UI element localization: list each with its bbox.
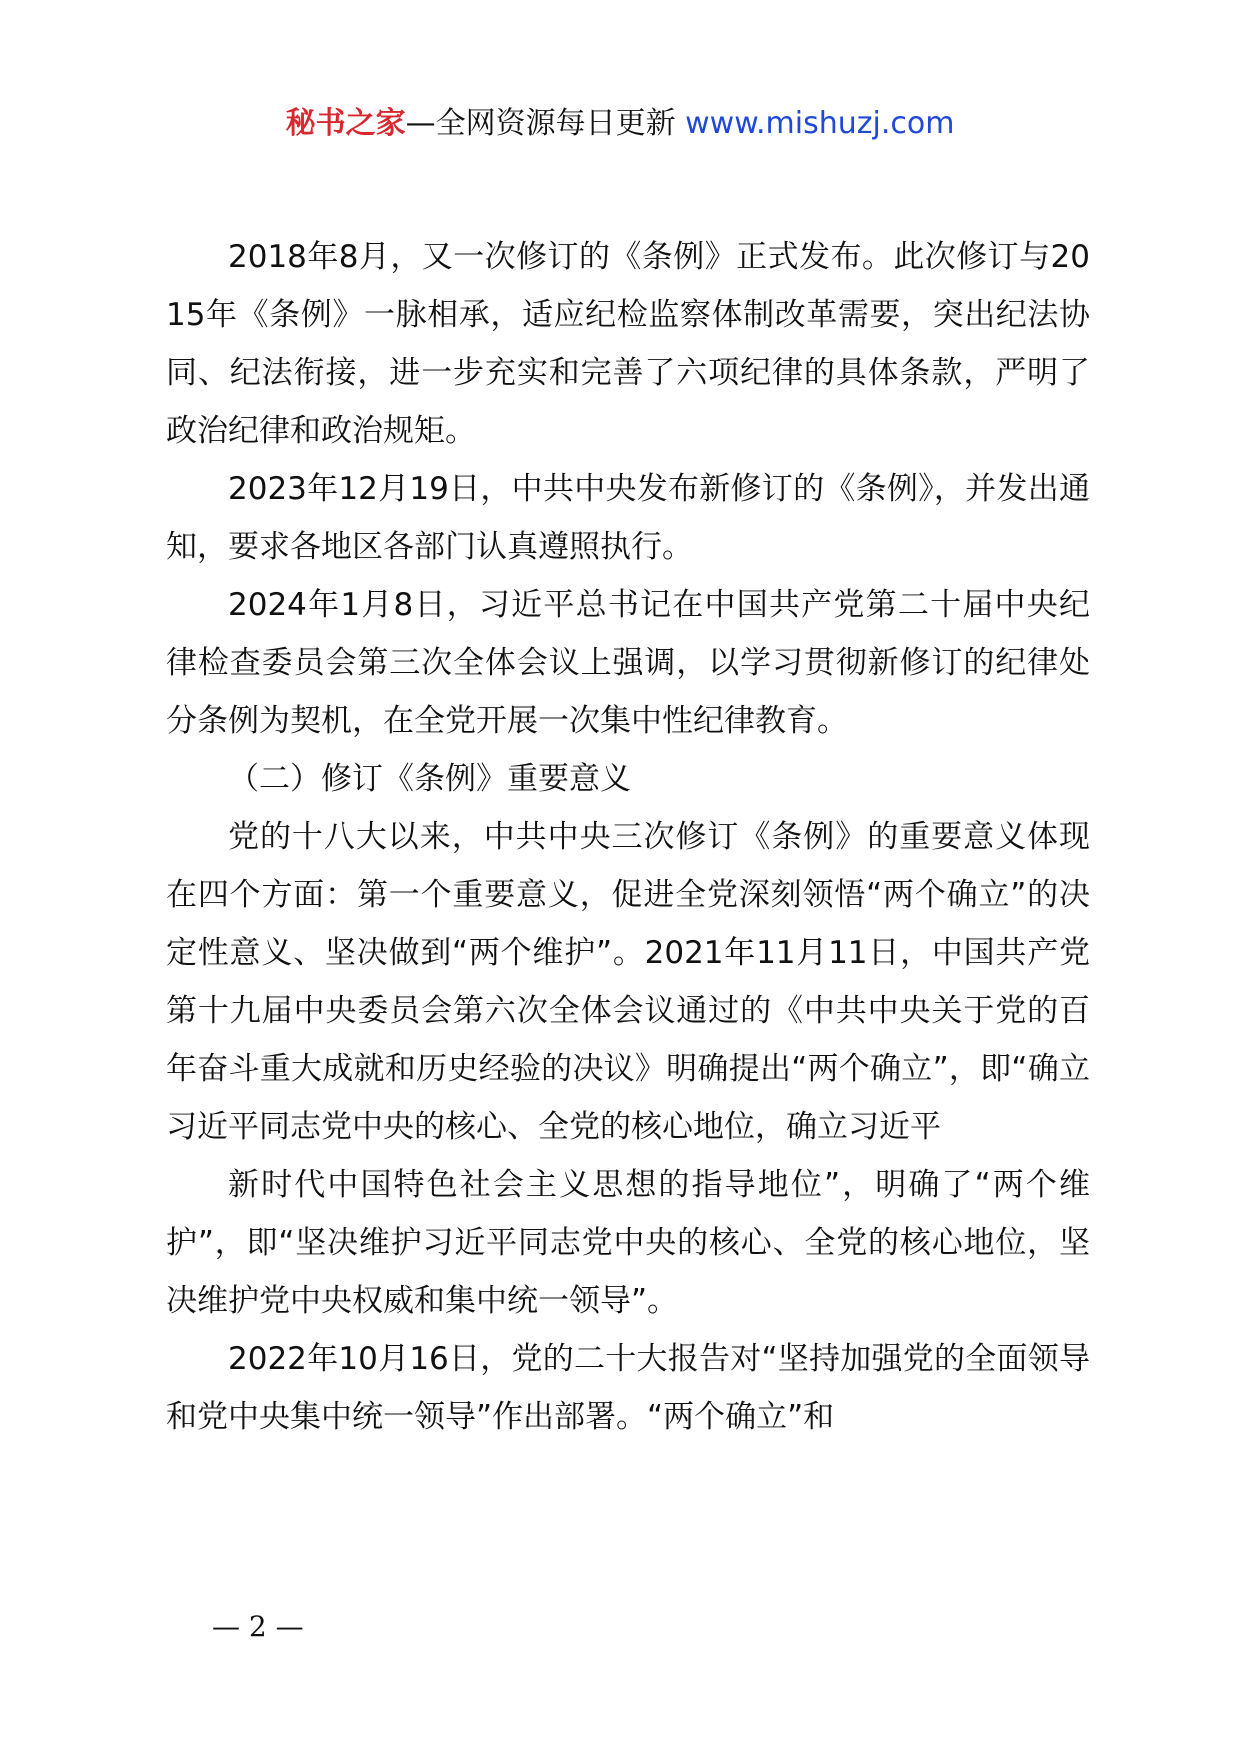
paragraph-2018-revision: 2018年8月，又一次修订的《条例》正式发布。此次修订与2015年《条例》一脉相承，适应纪检监察体制改革需要，突出纪法协同、纪法衔接，进一步充实和完善了六项纪律的具体条款，严明了政治纪律和政治规矩。 [166, 239, 1090, 449]
section-heading: （二）修订《条例》重要意义 [228, 761, 631, 797]
document-body [166, 228, 1090, 1446]
site-url-link[interactable]: www.mishuzj.com [685, 106, 955, 141]
header-slogan: —全网资源每日更新 [405, 106, 686, 141]
brand-name: 秘书之家 [285, 106, 406, 141]
site-header [0, 104, 1240, 144]
page-number: — 2 — [212, 1610, 304, 1643]
paragraph-two-upholds: 新时代中国特色社会主义思想的指导地位”，明确了“两个维护”，即“坚决维护习近平同志党中央的核心、全党的核心地位，坚决维护党中央权威和集中统一领导”。 [166, 1167, 1090, 1319]
paragraph-significance: 党的十八大以来，中共中央三次修订《条例》的重要意义体现在四个方面：第一个重要意义，促进全党深刻领悟“两个确立”的决定性意义、坚决做到“两个维护”。2021年11月11日，中国共产党第十九届中央委员会第六次全体会议通过的《中共中央关于党的百年奋斗重大成就和历史经验的决议》明确提出“两个确立”，即“确立习近平同志党中央的核心、全党的核心地位，确立习近平 [166, 819, 1090, 1145]
paragraph-2024-speech: 2024年1月8日，习近平总书记在中国共产党第二十届中央纪律检查委员会第三次全体会议上强调，以学习贯彻新修订的纪律处分条例为契机，在全党开展一次集中性纪律教育。 [166, 587, 1090, 739]
paragraph-2023-revision: 2023年12月19日，中共中央发布新修订的《条例》，并发出通知，要求各地区各部门认真遵照执行。 [166, 471, 1090, 565]
paragraph-20th-congress: 2022年10月16日，党的二十大报告对“坚持加强党的全面领导和党中央集中统一领导”作出部署。“两个确立”和 [166, 1341, 1090, 1435]
